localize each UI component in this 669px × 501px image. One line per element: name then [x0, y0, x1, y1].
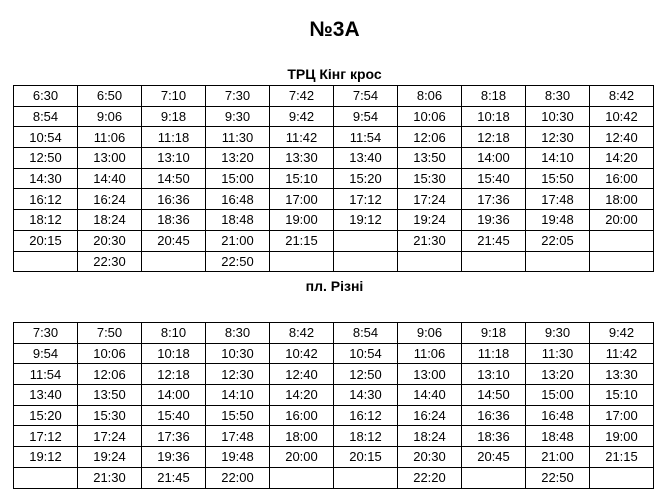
time-cell: 17:24 — [398, 189, 462, 210]
time-cell: 16:48 — [526, 405, 590, 426]
time-cell: 10:42 — [270, 343, 334, 364]
time-cell: 16:12 — [14, 189, 78, 210]
time-cell: 21:00 — [526, 447, 590, 468]
time-cell: 8:06 — [398, 86, 462, 107]
time-cell: 17:36 — [142, 426, 206, 447]
time-cell: 14:50 — [462, 385, 526, 406]
table-row — [14, 343, 654, 364]
time-cell: 15:30 — [78, 405, 142, 426]
table-row — [14, 86, 654, 107]
time-cell: 11:42 — [270, 127, 334, 148]
time-cell: 21:15 — [270, 230, 334, 251]
time-cell: 20:15 — [334, 447, 398, 468]
time-cell: 17:36 — [462, 189, 526, 210]
time-cell: 19:24 — [398, 210, 462, 231]
time-cell: 13:50 — [398, 148, 462, 169]
time-cell: 13:50 — [78, 385, 142, 406]
time-cell: 15:20 — [14, 405, 78, 426]
time-cell: 15:50 — [526, 168, 590, 189]
table-row — [14, 323, 654, 344]
time-cell: 15:40 — [462, 168, 526, 189]
time-cell: 20:00 — [270, 447, 334, 468]
time-cell: 16:00 — [270, 405, 334, 426]
time-cell: 18:00 — [590, 189, 654, 210]
time-cell: 15:20 — [334, 168, 398, 189]
time-cell: 20:15 — [14, 230, 78, 251]
table-row — [14, 426, 654, 447]
table-row — [14, 364, 654, 385]
time-cell: 17:00 — [590, 405, 654, 426]
time-cell: 12:50 — [334, 364, 398, 385]
time-cell — [590, 467, 654, 488]
time-cell: 10:06 — [78, 343, 142, 364]
time-cell: 19:48 — [206, 447, 270, 468]
time-cell: 18:12 — [334, 426, 398, 447]
time-cell: 10:18 — [462, 106, 526, 127]
time-cell — [270, 251, 334, 272]
time-cell: 15:40 — [142, 405, 206, 426]
time-cell: 14:10 — [206, 385, 270, 406]
time-cell: 8:30 — [526, 86, 590, 107]
time-cell: 15:50 — [206, 405, 270, 426]
time-cell: 14:30 — [14, 168, 78, 189]
time-cell: 15:10 — [590, 385, 654, 406]
time-cell: 9:54 — [334, 106, 398, 127]
time-cell: 13:40 — [14, 385, 78, 406]
time-cell: 13:00 — [78, 148, 142, 169]
table-row — [14, 148, 654, 169]
time-cell: 7:30 — [206, 86, 270, 107]
time-cell: 10:54 — [14, 127, 78, 148]
time-cell: 7:50 — [78, 323, 142, 344]
time-cell: 15:10 — [270, 168, 334, 189]
table-row — [14, 210, 654, 231]
time-cell — [270, 467, 334, 488]
time-cell: 18:24 — [78, 210, 142, 231]
time-cell: 8:10 — [142, 323, 206, 344]
time-cell: 18:36 — [142, 210, 206, 231]
time-cell: 18:36 — [462, 426, 526, 447]
time-cell — [334, 467, 398, 488]
time-cell — [142, 251, 206, 272]
table-row — [14, 168, 654, 189]
time-cell: 14:10 — [526, 148, 590, 169]
time-cell: 7:42 — [270, 86, 334, 107]
time-cell: 12:06 — [78, 364, 142, 385]
time-cell: 11:30 — [206, 127, 270, 148]
time-cell: 21:45 — [462, 230, 526, 251]
time-cell: 11:54 — [14, 364, 78, 385]
time-cell: 18:12 — [14, 210, 78, 231]
time-cell: 9:06 — [78, 106, 142, 127]
time-cell: 22:20 — [398, 467, 462, 488]
table-row — [14, 405, 654, 426]
time-cell: 11:18 — [142, 127, 206, 148]
time-cell — [14, 467, 78, 488]
time-cell: 9:06 — [398, 323, 462, 344]
time-cell: 11:54 — [334, 127, 398, 148]
time-cell: 12:40 — [590, 127, 654, 148]
time-cell: 7:54 — [334, 86, 398, 107]
time-cell: 11:06 — [398, 343, 462, 364]
time-cell: 14:00 — [462, 148, 526, 169]
time-cell — [462, 251, 526, 272]
time-cell — [526, 251, 590, 272]
time-cell: 19:00 — [270, 210, 334, 231]
time-cell: 22:05 — [526, 230, 590, 251]
time-cell: 10:18 — [142, 343, 206, 364]
time-cell: 14:20 — [270, 385, 334, 406]
time-cell: 12:18 — [462, 127, 526, 148]
time-cell: 8:42 — [590, 86, 654, 107]
time-cell: 13:00 — [398, 364, 462, 385]
time-cell: 12:50 — [14, 148, 78, 169]
time-cell: 18:24 — [398, 426, 462, 447]
time-cell: 18:48 — [206, 210, 270, 231]
time-cell: 13:30 — [270, 148, 334, 169]
time-cell: 12:18 — [142, 364, 206, 385]
time-cell: 9:30 — [206, 106, 270, 127]
time-cell: 14:30 — [334, 385, 398, 406]
time-cell: 22:00 — [206, 467, 270, 488]
time-cell: 13:40 — [334, 148, 398, 169]
table-row — [14, 251, 654, 272]
time-cell: 20:30 — [398, 447, 462, 468]
time-cell — [462, 467, 526, 488]
time-cell: 8:42 — [270, 323, 334, 344]
time-cell: 15:00 — [206, 168, 270, 189]
time-cell: 16:36 — [142, 189, 206, 210]
time-cell: 6:30 — [14, 86, 78, 107]
time-cell — [14, 251, 78, 272]
table-row — [14, 189, 654, 210]
time-cell: 9:42 — [590, 323, 654, 344]
time-cell: 16:24 — [78, 189, 142, 210]
time-cell: 16:12 — [334, 405, 398, 426]
time-cell: 7:30 — [14, 323, 78, 344]
time-cell: 6:50 — [78, 86, 142, 107]
time-cell: 13:30 — [590, 364, 654, 385]
time-cell: 19:36 — [142, 447, 206, 468]
time-cell: 20:00 — [590, 210, 654, 231]
time-cell: 20:45 — [462, 447, 526, 468]
time-cell: 20:30 — [78, 230, 142, 251]
time-cell: 11:18 — [462, 343, 526, 364]
time-cell — [398, 251, 462, 272]
table-row — [14, 106, 654, 127]
time-cell: 21:30 — [78, 467, 142, 488]
time-cell: 14:00 — [142, 385, 206, 406]
time-cell: 7:10 — [142, 86, 206, 107]
time-cell: 16:00 — [590, 168, 654, 189]
time-cell: 15:00 — [526, 385, 590, 406]
section-title-king-cross: ТРЦ Кінг крос — [287, 66, 382, 82]
time-cell: 17:12 — [14, 426, 78, 447]
time-cell: 13:20 — [526, 364, 590, 385]
time-cell: 14:20 — [590, 148, 654, 169]
route-title: №3А — [309, 18, 360, 41]
time-cell: 12:40 — [270, 364, 334, 385]
time-cell: 9:54 — [14, 343, 78, 364]
time-cell: 10:30 — [526, 106, 590, 127]
time-cell — [334, 230, 398, 251]
time-cell: 12:06 — [398, 127, 462, 148]
time-cell: 11:30 — [526, 343, 590, 364]
time-cell: 17:48 — [526, 189, 590, 210]
time-cell: 18:48 — [526, 426, 590, 447]
time-cell: 10:06 — [398, 106, 462, 127]
time-cell: 17:12 — [334, 189, 398, 210]
time-cell: 19:24 — [78, 447, 142, 468]
table-row — [14, 230, 654, 251]
time-cell — [590, 251, 654, 272]
time-cell: 22:50 — [206, 251, 270, 272]
time-cell: 9:18 — [142, 106, 206, 127]
timetable-rizni-square — [13, 322, 654, 489]
time-cell: 22:30 — [78, 251, 142, 272]
time-cell: 17:48 — [206, 426, 270, 447]
timetable-king-cross — [13, 85, 654, 272]
time-cell: 13:20 — [206, 148, 270, 169]
time-cell: 21:00 — [206, 230, 270, 251]
time-cell: 8:18 — [462, 86, 526, 107]
time-cell: 17:24 — [78, 426, 142, 447]
section-title-rizni-square: пл. Різні — [305, 278, 364, 294]
time-cell: 9:30 — [526, 323, 590, 344]
time-cell: 14:50 — [142, 168, 206, 189]
time-cell: 15:30 — [398, 168, 462, 189]
table-row — [14, 467, 654, 488]
time-cell: 21:30 — [398, 230, 462, 251]
time-cell: 19:12 — [334, 210, 398, 231]
time-cell — [334, 251, 398, 272]
time-cell: 19:48 — [526, 210, 590, 231]
time-cell: 13:10 — [462, 364, 526, 385]
time-cell: 14:40 — [398, 385, 462, 406]
time-cell: 13:10 — [142, 148, 206, 169]
time-cell: 10:54 — [334, 343, 398, 364]
time-cell: 21:45 — [142, 467, 206, 488]
table-row — [14, 385, 654, 406]
table-row — [14, 447, 654, 468]
time-cell: 8:30 — [206, 323, 270, 344]
table-row — [14, 127, 654, 148]
time-cell: 19:00 — [590, 426, 654, 447]
time-cell: 21:15 — [590, 447, 654, 468]
time-cell: 18:00 — [270, 426, 334, 447]
time-cell: 11:06 — [78, 127, 142, 148]
time-cell: 20:45 — [142, 230, 206, 251]
time-cell: 19:36 — [462, 210, 526, 231]
time-cell: 8:54 — [14, 106, 78, 127]
time-cell: 12:30 — [526, 127, 590, 148]
time-cell — [590, 230, 654, 251]
time-cell: 16:24 — [398, 405, 462, 426]
time-cell: 10:42 — [590, 106, 654, 127]
time-cell: 11:42 — [590, 343, 654, 364]
time-cell: 16:48 — [206, 189, 270, 210]
time-cell: 9:18 — [462, 323, 526, 344]
time-cell: 8:54 — [334, 323, 398, 344]
time-cell: 9:42 — [270, 106, 334, 127]
time-cell: 22:50 — [526, 467, 590, 488]
time-cell: 16:36 — [462, 405, 526, 426]
time-cell: 12:30 — [206, 364, 270, 385]
time-cell: 10:30 — [206, 343, 270, 364]
time-cell: 14:40 — [78, 168, 142, 189]
time-cell: 17:00 — [270, 189, 334, 210]
time-cell: 19:12 — [14, 447, 78, 468]
